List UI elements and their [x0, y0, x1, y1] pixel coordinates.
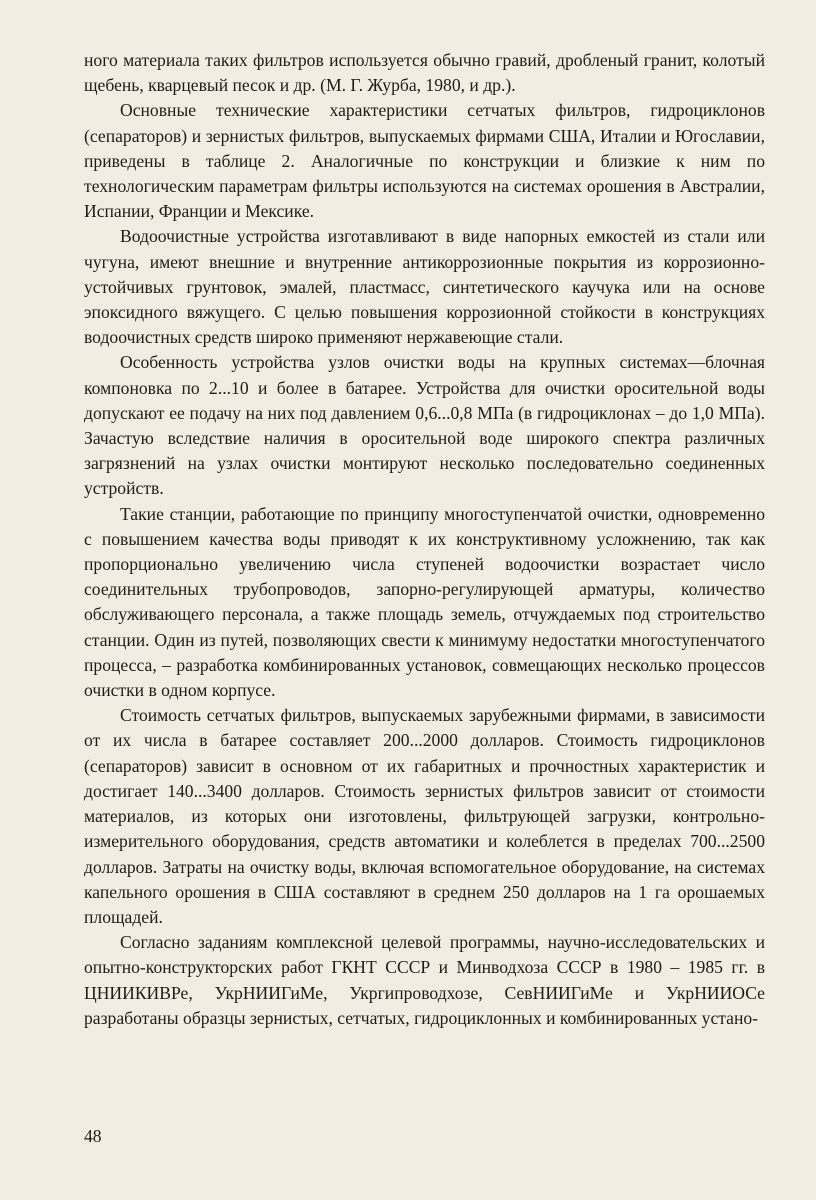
- paragraph-4: Особенность устройства узлов очистки воды на крупных системах—блочная компоновка по 2...10 и более в батарее. Устройства для очистки оросительной воды допускают ее подачу на них под давлением 0,6...0,8 МПа (в гидроциклонах – до 1,0 МПа). Зачастую вследствие наличия в оросительной воде широкого спектра различных загрязнений на узлах очистки монтируют несколько последовательно соединенных устройств.: [84, 352, 765, 499]
- paragraph-2: Основные технические характеристики сетчатых фильтров, гидроциклонов (сепараторов) и зернистых фильтров, выпускаемых фирмами США, Италии и Югославии, приведены в таблице 2. Аналогичные по конструкции и близкие к ним по технологическим параметрам фильтры используются на системах орошения в Австралии, Испании, Франции и Мексике.: [84, 100, 765, 222]
- paragraph-5: Такие станции, работающие по принципу многоступенчатой очистки, одновременно с повышением качества воды приводят к их конструктивному усложнению, так как пропорционально увеличению числа ступеней водоочистки возрастает число соединительных трубопроводов, запорно-регулирующей арматуры, количество обслуживающего персонала, а также площадь земель, отчуждаемых под строительство станции. Один из путей, позволяющих свести к минимуму недостатки многоступенчатого процесса, – разработка комбинированных установок, совмещающих несколько процессов очистки в одном корпусе.: [84, 503, 765, 701]
- page-number: 48: [84, 1126, 102, 1146]
- page-text-body: [84, 48, 765, 1031]
- paragraph-1: ного материала таких фильтров используется обычно гравий, дробленый гранит, колотый щебень, кварцевый песок и др. (М. Г. Журба, 1980, и др.).: [84, 50, 765, 96]
- paragraph-3: Водоочистные устройства изготавливают в виде напорных емкостей из стали или чугуна, имеют внешние и внутренние антикоррозионные покрытия из коррозионно-устойчивых грунтовок, эмалей, пластмасс, синтетического каучука или на основе эпоксидного вяжущего. С целью повышения коррозионной стойкости в конструкциях водоочистных средств широко применяют нержавеющие стали.: [84, 226, 765, 348]
- paragraph-7: Согласно заданиям комплексной целевой программы, научно-исследовательских и опытно-конструкторских работ ГКНТ СССР и Минводхоза СССР в 1980 – 1985 гг. в ЦНИИКИВРе, УкрНИИГиМе, Укргипроводхозе, СевНИИГиМе и УкрНИИОСе разработаны образцы зернистых, сетчатых, гидроциклонных и комбинированных устано-: [84, 932, 765, 1028]
- paragraph-6: Стоимость сетчатых фильтров, выпускаемых зарубежными фирмами, в зависимости от их числа в батарее составляет 200...2000 долларов. Стоимость гидроциклонов (сепараторов) зависит в основном от их габаритных и прочностных характеристик и достигает 140...3400 долларов. Стоимость зернистых фильтров зависит от стоимости материалов, из которых они изготовлены, фильтрующей загрузки, контрольно-измерительного оборудования, средств автоматики и колеблется в пределах 700...2500 долларов. Затраты на очистку воды, включая вспомогательное оборудование, на системах капельного орошения в США составляют в среднем 250 долларов на 1 га орошаемых площадей.: [84, 705, 765, 927]
